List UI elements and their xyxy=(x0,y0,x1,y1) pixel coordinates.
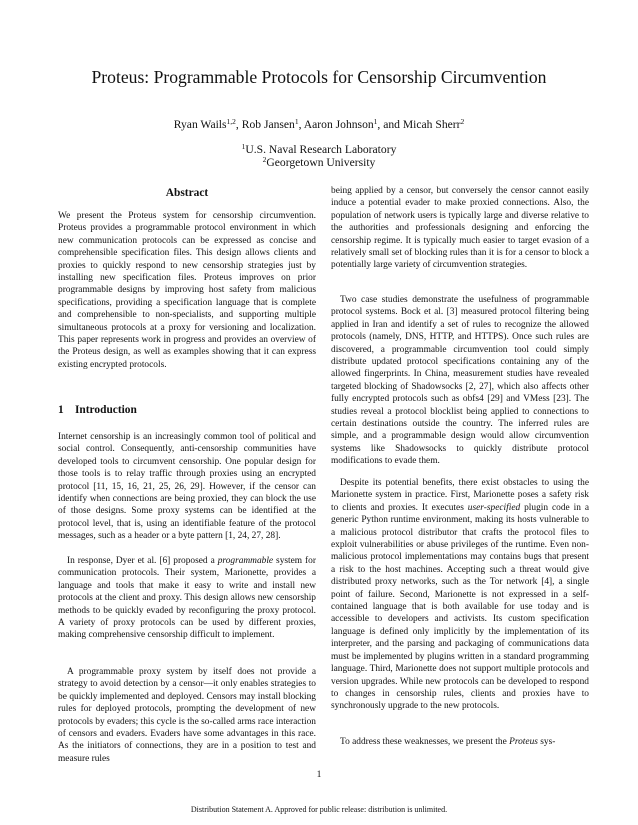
affiliation-marker: 1 xyxy=(241,142,246,151)
author-name: Rob Jansen xyxy=(241,118,295,131)
section-title: Introduction xyxy=(75,404,137,416)
affiliation-marker: 2 xyxy=(262,155,267,164)
author-list xyxy=(0,118,638,132)
emphasis-text: programmable xyxy=(217,556,274,566)
author-affiliation-marker: 2 xyxy=(460,117,465,126)
author-separator: , and xyxy=(377,118,403,131)
author-separator: , xyxy=(235,118,242,131)
author-affiliation-marker: 1,2 xyxy=(226,117,236,126)
affiliation-2 xyxy=(0,156,638,170)
page-number: 1 xyxy=(316,769,322,780)
section-number: 1 xyxy=(58,404,64,416)
author-affiliation-marker: 1 xyxy=(294,117,299,126)
text-run: Despite its potential benefits, there exist obstacles to using the Marionette system in practice. First, Marionette poses a safety risk to clients and proxies. It executes xyxy=(331,478,589,513)
abstract-heading: Abstract xyxy=(165,187,209,199)
paper-title: Proteus: Programmable Protocols for Censorship Circumvention xyxy=(91,67,547,87)
affiliation-1 xyxy=(0,143,638,157)
text-run: system for communication protocols. Their system, Marionette, provides a language and tools that make it easy to write and install new protocols at the client and proxy. This design allows new censorship methods to be quickly evaded by reconfiguring the proxy protocol. A variety of proxy protocols can be used by different proxies, making comprehensive censorship difficult to implement. xyxy=(58,556,316,641)
author-name: Micah Sherr xyxy=(402,118,461,131)
text-run: In response, Dyer et al. [6] proposed a xyxy=(67,556,218,566)
affiliation-name: Georgetown University xyxy=(266,156,376,169)
author-name: Aaron Johnson xyxy=(303,118,374,131)
author-separator: , xyxy=(298,118,304,131)
intro-paragraph-3: A programmable proxy system by itself does not provide a strategy to avoid detection by a censor—it only enables strategies to be quickly implemented and deployed. Censors may install blocking rules for deployed protocols, prompting the development of new protocols by evaders; this cycle is the so-called arms race interaction of censors and evaders. Evaders have some advantages in this race. As the initiators of connections, they are in a position to test and measure rules xyxy=(58,667,316,764)
intro-paragraph-2 xyxy=(58,555,316,642)
intro-paragraph-1: Internet censorship is an increasingly common tool of political and social control. Consequently, anti-censorship communities have developed tools to circumvent censorship. One popular design for those tools is to relay traffic through proxies using an encrypted protocol [11, 15, 16, 21, 25, 26, 29]. However, if the censor can identify when connections are being proxied, they can block the use of those designs. Some proxy systems can be identified at the protocol level, that is, using an identifiable feature of the protocol messages, such as a header or a byte pattern [1, 24, 27, 28]. xyxy=(58,432,316,542)
text-run: sys- xyxy=(537,737,556,747)
author-affiliation-marker: 1 xyxy=(373,117,378,126)
author-name: Ryan Wails xyxy=(173,118,227,131)
emphasis-text: user-specified xyxy=(467,502,521,513)
intro-paragraph-5: Two case studies demonstrate the usefulness of programmable protocol systems. Bock et al. [3] measured protocol filtering being applied in Iran and identify a set of rules to recognize the allowed protocols (namely, DNS, HTTP, and HTTPS). Once such rules are discovered, a programmable circumvention tool could simply distribute updated protocol specifications containing any of the allowed fingerprints. In China, measurement studies have revealed targeted blocking of Shadowsocks [2, 27], which also affects other fully encrypted protocols such as obfs4 [29] and VMess [23]. The studies reveal a protocol blocklist being applied to connections to certain destinations outside the country. The inferred rules are simple, and a programmable design would allow circumvention systems like Shadowsocks to quickly distribute protocol modifications to evade them. xyxy=(331,295,589,467)
intro-paragraph-4: being applied by a censor, but conversely the censor cannot easily induce a potential evader to make proxied connections. Also, the population of network users is typically large and diverse relative to the authorities and professionals designing and enforcing the censorship regime. It is typically much easier to target evasion of a relatively small set of blocking rules than it is for a censor to block a potentially large variety of circumvention strategies. xyxy=(331,186,589,271)
intro-paragraph-7 xyxy=(331,736,589,748)
affiliation-name: U.S. Naval Research Laboratory xyxy=(245,143,397,156)
abstract-text: We present the Proteus system for censorship circumvention. Proteus provides a programmable protocol environment in which new communication protocols can be expressed as concise and comprehensible specification files. This design allows clients and proxies to quickly respond to new censorship strategies just by installing new specification files. Proteus improves on prior programmable designs by improving host safety from malicious specifications, providing a specification language that is complete and comprehensible to non-specialists, and supporting multiple simultaneous protocols at a proxy for versioning and localization. This paper represents work in progress and provides an overview of the Proteus design, as well as examples showing that it can express existing encrypted protocols. xyxy=(58,211,316,370)
text-run: To address these weaknesses, we present the xyxy=(340,737,510,747)
intro-paragraph-6 xyxy=(331,477,589,713)
distribution-footer: Distribution Statement A. Approved for public release: distribution is unlimited. xyxy=(190,805,448,814)
emphasis-text: Proteus xyxy=(509,737,538,747)
text-run: plugin code in a generic Python runtime environment, making its hosts vulnerable to a malicious protocol distributor that crafts the protocol files to exploit vulnerabilities or abuse privileges of the runtime. Even non-malicious protocol implementations may contains bugs that present a risk to the host machines. Accepting such a threat would give distributed proxy networks, such as the Tor network [4], a single point of failure. Second, Marionette is not expressed in a self-contained language that is both available for use today and is accessible to developers and activists. Its custom specification language is defined only implicitly by the implementation of its interpreter, and the parsing and packaging of communications data must be implemented by plugins written in a standard programming language. Third, Marionette does not support multiple protocols and version upgrades. While new protocols can be developed to respond to changes in censorship rules, clients and proxies have to synchronously upgrade to the new protocols. xyxy=(331,502,589,712)
section-heading xyxy=(58,403,316,417)
